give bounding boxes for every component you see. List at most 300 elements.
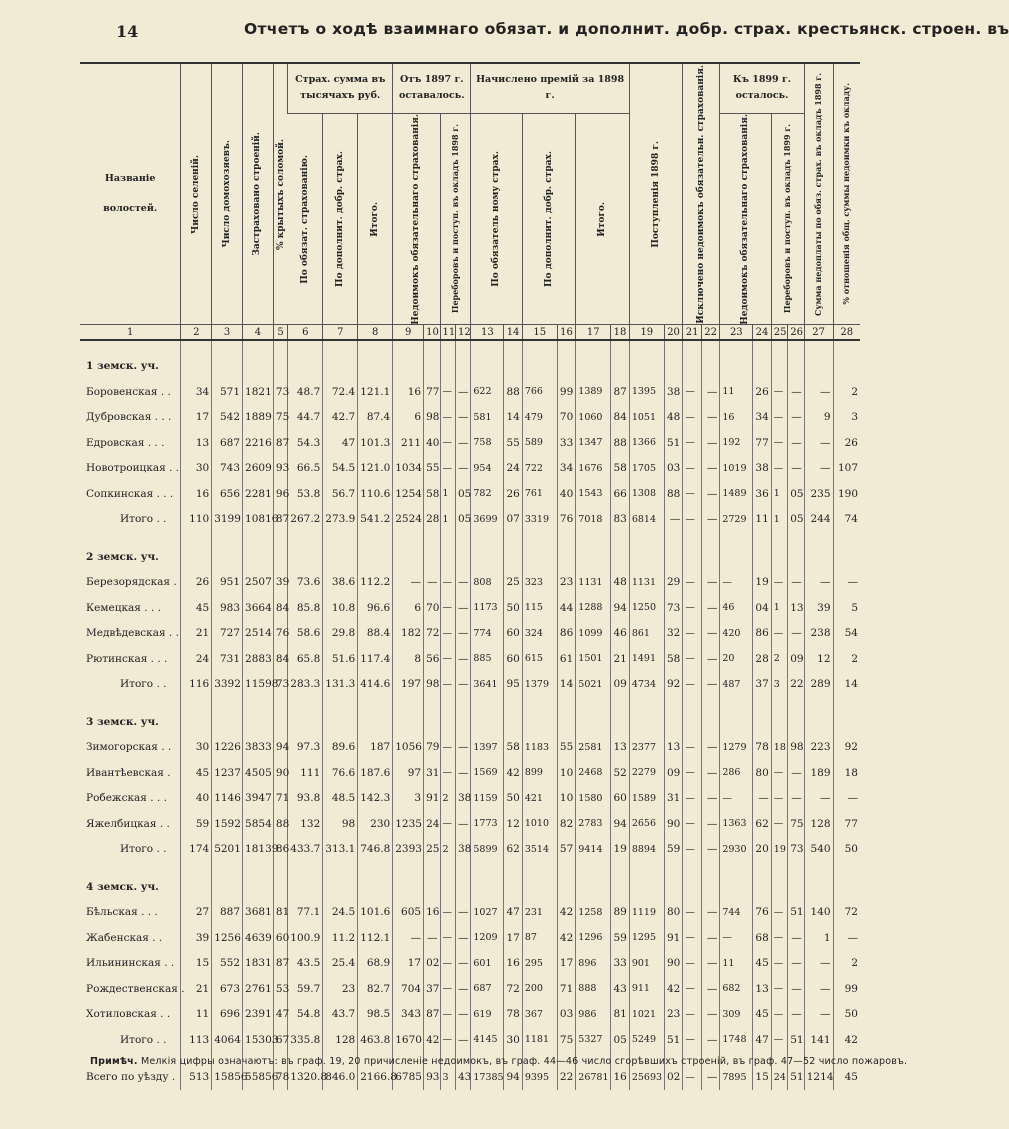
empty-cell — [455, 874, 470, 900]
table-cell: 62 — [753, 811, 772, 837]
table-cell: 50 — [833, 1001, 860, 1027]
spacer-cell — [683, 862, 702, 874]
table-cell: — — [440, 404, 455, 430]
table-cell: 04 — [753, 595, 772, 621]
table-cell: 2 — [833, 379, 860, 405]
table-cell: 73 — [664, 595, 683, 621]
table-cell: 121.0 — [358, 455, 393, 481]
table-row — [80, 1001, 860, 1027]
table-cell: — — [804, 1001, 833, 1027]
empty-cell — [753, 544, 772, 570]
table-cell: 20 — [753, 836, 772, 862]
table-cell: — — [455, 976, 470, 1002]
empty-cell — [455, 709, 470, 735]
empty-cell — [788, 353, 805, 379]
table-cell: 182 — [393, 620, 424, 646]
empty-cell — [471, 353, 504, 379]
empty-cell — [720, 353, 753, 379]
table-cell: 463.8 — [358, 1027, 393, 1053]
spacer-cell — [273, 340, 287, 353]
table-cell: 1254 — [393, 481, 424, 507]
table-cell: — — [701, 481, 720, 507]
table-cell: 37 — [753, 671, 772, 697]
table-cell: — — [771, 430, 787, 456]
table-cell: 1056 — [393, 734, 424, 760]
table-cell: — — [683, 976, 702, 1002]
table-cell: 479 — [522, 404, 557, 430]
table-cell: — — [788, 455, 805, 481]
table-cell: 23 — [323, 976, 358, 1002]
spacer-cell — [753, 340, 772, 353]
row-name: Итого . . — [120, 1033, 167, 1046]
table-cell: 98.5 — [358, 1001, 393, 1027]
table-cell: 758 — [471, 430, 504, 456]
column-number: 8 — [358, 325, 393, 341]
column-number: 15 — [522, 325, 557, 341]
empty-cell — [504, 544, 523, 570]
table-cell: — — [701, 785, 720, 811]
row-name: Бѣльская . . . — [86, 906, 158, 918]
table-cell: 51 — [664, 430, 683, 456]
empty-cell — [358, 544, 393, 570]
spacer-cell — [455, 340, 470, 353]
table-cell: 15856 — [212, 1064, 243, 1090]
table-cell: 02 — [424, 950, 440, 976]
table-cell: 83 — [611, 506, 630, 532]
table-row — [80, 811, 860, 837]
spacer-cell — [629, 862, 664, 874]
table-cell: 1131 — [629, 569, 664, 595]
empty-cell — [753, 874, 772, 900]
empty-cell — [804, 353, 833, 379]
table-cell: 2581 — [576, 734, 611, 760]
table-cell: 34 — [753, 404, 772, 430]
table-cell: 571 — [212, 379, 243, 405]
table-cell: 414.6 — [358, 671, 393, 697]
table-cell: — — [701, 595, 720, 621]
table-cell: 51 — [788, 1064, 805, 1090]
table-cell: 85.8 — [288, 595, 323, 621]
table-cell: — — [683, 760, 702, 786]
row-name: Рождественская . — [86, 982, 185, 995]
table-cell: — — [455, 569, 470, 595]
table-cell: 96.6 — [358, 595, 393, 621]
spacer-cell — [522, 340, 557, 353]
table-cell: 44.7 — [288, 404, 323, 430]
table-cell: — — [771, 1027, 787, 1053]
table-row — [80, 976, 860, 1002]
table-cell: 45 — [833, 1064, 860, 1090]
table-cell: 1288 — [576, 595, 611, 621]
table-cell: 15303 — [243, 1027, 274, 1053]
table-cell: 2216 — [243, 430, 274, 456]
table-cell: 94 — [611, 811, 630, 837]
table-cell: 1821 — [243, 379, 274, 405]
spacer-cell — [788, 532, 805, 544]
empty-cell — [243, 709, 274, 735]
table-cell: 2393 — [393, 836, 424, 862]
spacer-cell — [288, 697, 323, 709]
table-cell: — — [833, 569, 860, 595]
table-cell: 1395 — [629, 379, 664, 405]
spacer-cell — [212, 862, 243, 874]
table-cell: 1226 — [212, 734, 243, 760]
table-cell: 17385 — [471, 1064, 504, 1090]
table-cell: 77.1 — [288, 899, 323, 925]
table-cell: — — [683, 404, 702, 430]
table-cell: 15 — [181, 950, 212, 976]
table-cell: 113 — [181, 1027, 212, 1053]
table-cell: 687 — [471, 976, 504, 1002]
table-cell: 3664 — [243, 595, 274, 621]
empty-cell — [288, 874, 323, 900]
table-cell: — — [455, 455, 470, 481]
table-cell: 59 — [664, 836, 683, 862]
spacer-cell — [576, 340, 611, 353]
table-cell: 81 — [273, 899, 287, 925]
spacer-cell — [288, 862, 323, 874]
table-cell: 42 — [424, 1027, 440, 1053]
table-cell: 142.3 — [358, 785, 393, 811]
table-cell: 55 — [424, 455, 440, 481]
empty-cell — [243, 874, 274, 900]
empty-cell — [753, 709, 772, 735]
table-cell: 48.5 — [323, 785, 358, 811]
table-cell: 3833 — [243, 734, 274, 760]
spacer-cell — [80, 697, 181, 709]
spacer-cell — [424, 697, 440, 709]
table-cell: 100.9 — [288, 925, 323, 951]
table-cell: 55856 — [243, 1064, 274, 1090]
table-cell: 24 — [504, 455, 523, 481]
spacer-cell — [753, 862, 772, 874]
table-cell: 16 — [504, 950, 523, 976]
spacer-cell — [80, 532, 181, 544]
spacer-cell — [212, 340, 243, 353]
column-number: 5 — [273, 325, 287, 341]
row-name: Итого . . — [120, 513, 167, 525]
table-cell: 13 — [611, 734, 630, 760]
empty-cell — [323, 353, 358, 379]
table-cell: 68 — [753, 925, 772, 951]
row-name: Хотиловская . . — [86, 1008, 171, 1020]
table-cell: 66.5 — [288, 455, 323, 481]
spacer-cell — [358, 862, 393, 874]
table-cell: 48 — [664, 404, 683, 430]
table-cell: 8894 — [629, 836, 664, 862]
table-cell: 38.6 — [323, 569, 358, 595]
table-cell: 6 — [393, 404, 424, 430]
column-number: 1 — [80, 325, 181, 341]
empty-cell — [611, 353, 630, 379]
table-cell: — — [833, 925, 860, 951]
table-cell: 14 — [833, 671, 860, 697]
table-cell: 1256 — [212, 925, 243, 951]
spacer-cell — [455, 862, 470, 874]
table-cell: 92 — [833, 734, 860, 760]
spacer-cell — [243, 862, 274, 874]
table-cell: 335.8 — [288, 1027, 323, 1053]
header-arrear-sum: Сумма недоплаты по обяз. страх. въ окладъ 1898 г. — [804, 63, 833, 325]
table-cell: 30 — [181, 734, 212, 760]
column-number: 2 — [181, 325, 212, 341]
table-cell: — — [683, 595, 702, 621]
table-cell: 99 — [833, 976, 860, 1002]
column-number: 18 — [611, 325, 630, 341]
table-cell: 43 — [455, 1064, 470, 1090]
column-number: 25 — [771, 325, 787, 341]
table-cell: 48.7 — [288, 379, 323, 405]
empty-cell — [504, 709, 523, 735]
table-cell: 17 — [393, 950, 424, 976]
spacer-cell — [701, 340, 720, 353]
table-cell: 1019 — [720, 455, 753, 481]
table-cell: — — [701, 836, 720, 862]
table-cell: 3 — [393, 785, 424, 811]
empty-cell — [804, 709, 833, 735]
table-cell: 1173 — [471, 595, 504, 621]
spacer-cell — [664, 532, 683, 544]
spacer-cell — [576, 697, 611, 709]
table-cell: 16 — [424, 899, 440, 925]
table-cell: 60 — [611, 785, 630, 811]
table-cell: 192 — [720, 430, 753, 456]
header-name: Названіе волостей. — [80, 63, 181, 325]
table-cell: — — [455, 950, 470, 976]
table-cell: 11 — [181, 1001, 212, 1027]
table-row — [80, 569, 860, 595]
spacer-cell — [440, 340, 455, 353]
table-cell: 76 — [273, 620, 287, 646]
header-sum-oblig: По обязат. страхованію. — [288, 113, 323, 325]
table-cell: 11 — [720, 950, 753, 976]
table-cell: — — [683, 430, 702, 456]
table-cell: 73 — [273, 671, 287, 697]
table-cell: 42 — [833, 1027, 860, 1053]
table-cell: 1397 — [471, 734, 504, 760]
header-r99-over: Переборовъ и поступ. въ окладъ 1899 г. — [771, 113, 804, 325]
header-sum-total: Итого. — [358, 113, 393, 325]
table-cell: 808 — [471, 569, 504, 595]
table-cell: 774 — [471, 620, 504, 646]
table-cell: — — [393, 569, 424, 595]
spacer-cell — [833, 862, 860, 874]
table-cell: 421 — [522, 785, 557, 811]
table-cell: 51.6 — [323, 646, 358, 672]
empty-cell — [833, 874, 860, 900]
table-cell: — — [683, 734, 702, 760]
table-cell: 86 — [273, 836, 287, 862]
table-cell: 59 — [181, 811, 212, 837]
table-cell: 90 — [664, 950, 683, 976]
table-cell: 983 — [212, 595, 243, 621]
table-cell: — — [788, 925, 805, 951]
empty-cell — [471, 709, 504, 735]
table-cell: — — [455, 595, 470, 621]
table-cell: 861 — [629, 620, 664, 646]
table-cell: 766 — [522, 379, 557, 405]
table-cell: 367 — [522, 1001, 557, 1027]
table-cell: 30 — [504, 1027, 523, 1053]
empty-cell — [455, 544, 470, 570]
empty-cell — [471, 544, 504, 570]
table-cell: 1183 — [522, 734, 557, 760]
table-cell: 323 — [522, 569, 557, 595]
empty-cell — [181, 544, 212, 570]
column-number: 16 — [557, 325, 576, 341]
spacer-cell — [358, 697, 393, 709]
spacer-cell — [788, 862, 805, 874]
table-cell: 25 — [424, 836, 440, 862]
table-row — [80, 925, 860, 951]
row-name: Сопкинская . . . — [86, 487, 174, 500]
spacer-cell — [181, 697, 212, 709]
table-cell: 21 — [181, 976, 212, 1002]
table-cell: — — [440, 595, 455, 621]
empty-cell — [833, 544, 860, 570]
table-cell: 87 — [424, 1001, 440, 1027]
table-cell: 87 — [522, 925, 557, 951]
table-cell: 5021 — [576, 671, 611, 697]
spacer-cell — [273, 697, 287, 709]
table-cell: 72.4 — [323, 379, 358, 405]
table-cell: 60 — [273, 925, 287, 951]
table-cell: 59 — [611, 925, 630, 951]
table-cell: 72 — [833, 899, 860, 925]
table-cell: — — [788, 404, 805, 430]
table-cell: — — [455, 430, 470, 456]
spacer-cell — [753, 532, 772, 544]
table-cell: 54 — [833, 620, 860, 646]
table-cell: 885 — [471, 646, 504, 672]
table-cell: 48 — [611, 569, 630, 595]
section-title: 3 земск. уч. — [86, 715, 159, 728]
table-cell: 581 — [471, 404, 504, 430]
empty-cell — [455, 353, 470, 379]
table-cell: 128 — [323, 1027, 358, 1053]
section-row — [80, 353, 860, 379]
table-cell: 121.1 — [358, 379, 393, 405]
header-straw-pct: % крытыхъ соломой. — [273, 63, 287, 325]
table-cell: 2656 — [629, 811, 664, 837]
table-cell: 19 — [611, 836, 630, 862]
row-name: Медвѣдевская . . — [86, 627, 179, 639]
table-cell: 17 — [181, 404, 212, 430]
spacer-cell — [471, 697, 504, 709]
table-cell: 3199 — [212, 506, 243, 532]
header-sum-group: Страх. сумма въ тысячахъ руб. — [288, 63, 393, 113]
table-cell: 1831 — [243, 950, 274, 976]
empty-cell — [788, 874, 805, 900]
table-cell: — — [683, 925, 702, 951]
table-cell: 7018 — [576, 506, 611, 532]
table-cell: 02 — [664, 1064, 683, 1090]
table-cell: — — [440, 455, 455, 481]
table-cell: — — [455, 811, 470, 837]
table-cell: 110.6 — [358, 481, 393, 507]
table-row — [80, 760, 860, 786]
spacer-row — [80, 340, 860, 353]
table-cell: 2468 — [576, 760, 611, 786]
row-name: Кемецкая . . . — [86, 601, 161, 614]
empty-cell — [522, 709, 557, 735]
table-cell: — — [683, 899, 702, 925]
spacer-cell — [611, 697, 630, 709]
table-cell: 86 — [557, 620, 576, 646]
table-row — [80, 899, 860, 925]
table-cell: — — [720, 785, 753, 811]
table-cell: 1181 — [522, 1027, 557, 1053]
table-cell: 26 — [753, 379, 772, 405]
table-cell: 911 — [629, 976, 664, 1002]
table-row — [80, 404, 860, 430]
table-body — [80, 340, 860, 1090]
spacer-cell — [611, 340, 630, 353]
spacer-cell — [273, 532, 287, 544]
row-name: Итого . . — [120, 843, 167, 855]
table-cell: 235 — [804, 481, 833, 507]
empty-cell — [522, 874, 557, 900]
table-cell: 238 — [804, 620, 833, 646]
spacer-cell — [771, 862, 787, 874]
table-cell: 29 — [664, 569, 683, 595]
header-rem-over: Переборовъ и поступ. въ окладъ 1898 г. — [440, 113, 471, 325]
table-cell: 1131 — [576, 569, 611, 595]
table-cell: — — [771, 455, 787, 481]
table-cell: — — [440, 620, 455, 646]
table-cell: 59.7 — [288, 976, 323, 1002]
table-cell: 313.1 — [323, 836, 358, 862]
table-cell: 1296 — [576, 925, 611, 951]
table-cell: 78 — [504, 1001, 523, 1027]
table-cell: 52 — [611, 760, 630, 786]
column-number: 19 — [629, 325, 664, 341]
table-cell: — — [440, 430, 455, 456]
header-prem-oblig: По обязатель ному страх. — [471, 113, 522, 325]
table-cell: 187.6 — [358, 760, 393, 786]
table-cell: 82 — [557, 811, 576, 837]
table-cell: 60 — [504, 620, 523, 646]
table-cell: — — [771, 785, 787, 811]
table-cell: 58 — [611, 455, 630, 481]
table-cell: 24 — [771, 1064, 787, 1090]
table-cell: 1379 — [522, 671, 557, 697]
table-cell: 5249 — [629, 1027, 664, 1053]
spacer-cell — [181, 862, 212, 874]
empty-cell — [243, 353, 274, 379]
spacer-cell — [440, 862, 455, 874]
spacer-cell — [393, 862, 424, 874]
table-cell: — — [683, 811, 702, 837]
empty-cell — [393, 874, 424, 900]
table-cell: — — [701, 671, 720, 697]
table-cell: 94 — [504, 1064, 523, 1090]
table-cell: 1 — [771, 481, 787, 507]
empty-cell — [181, 709, 212, 735]
table-cell: 19 — [753, 569, 772, 595]
table-cell: 10 — [557, 785, 576, 811]
spacer-cell — [629, 697, 664, 709]
table-cell: 888 — [576, 976, 611, 1002]
table-cell: 38 — [664, 379, 683, 405]
header-rem1899-group: Къ 1899 г. осталось. — [720, 63, 804, 113]
table-cell: 433.7 — [288, 836, 323, 862]
empty-cell — [664, 874, 683, 900]
table-cell: — — [683, 785, 702, 811]
table-cell: 25.4 — [323, 950, 358, 976]
table-cell: 1060 — [576, 404, 611, 430]
subtotal-row — [80, 836, 860, 862]
